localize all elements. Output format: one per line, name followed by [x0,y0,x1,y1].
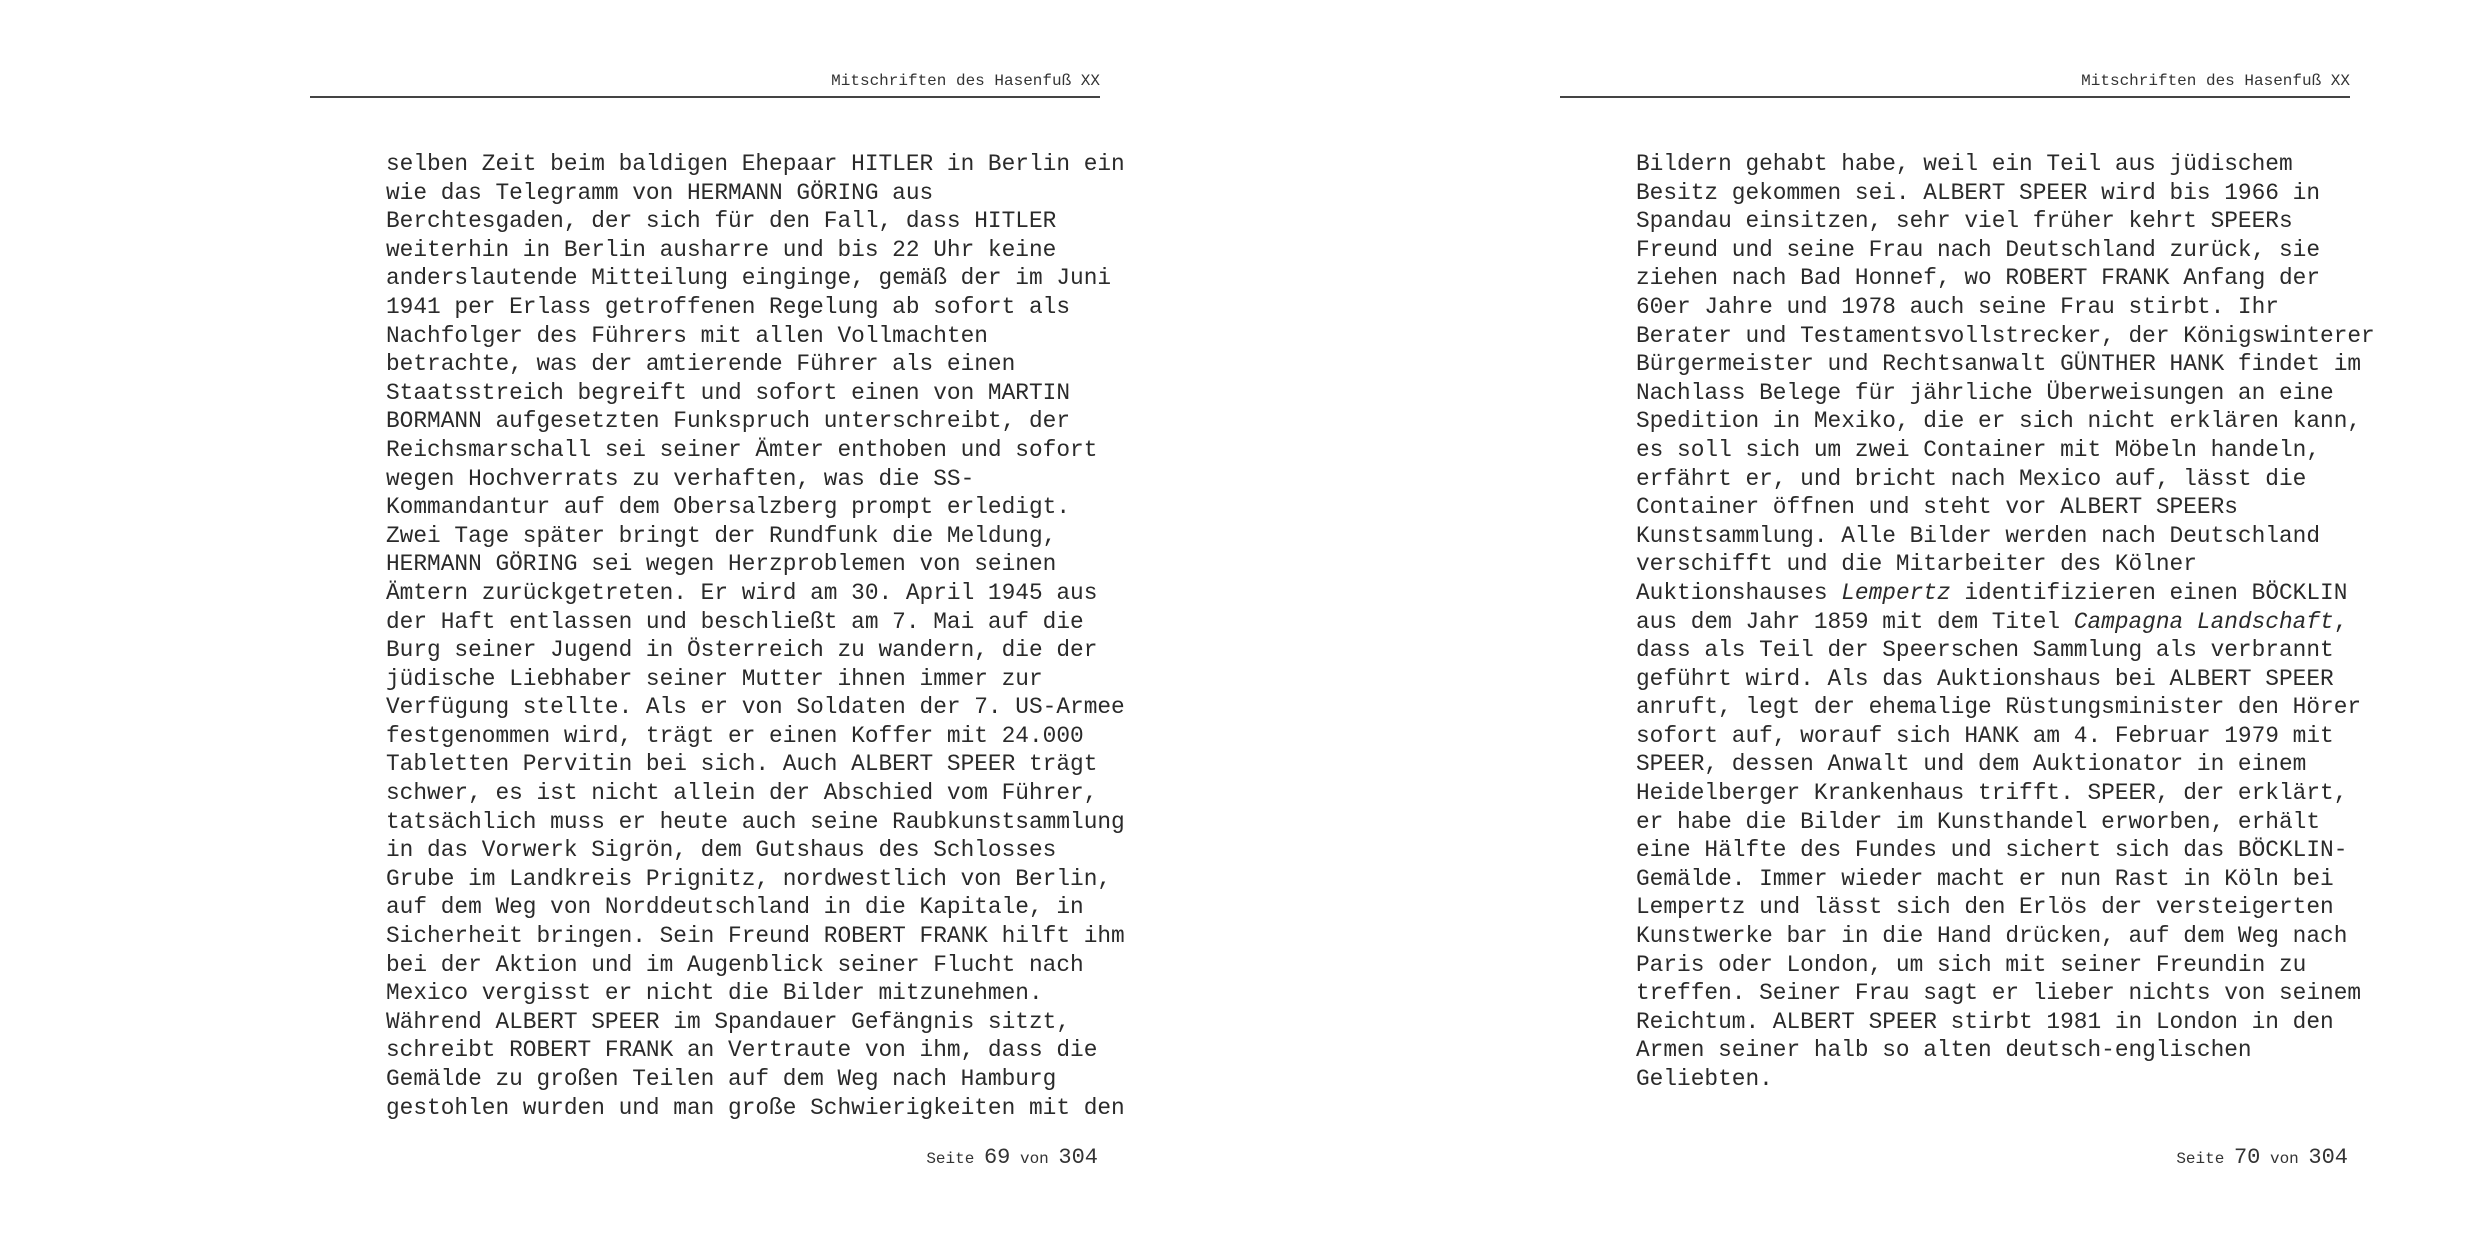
text-line [386,608,1100,637]
text-line [1636,465,2350,494]
text-segment: wegen Hochverrats zu verhaften, was die SS- [386,465,975,492]
running-header: Mitschriften des Hasenfuß XX [831,72,1100,90]
text-line [1636,636,2350,665]
text-line [386,1094,1125,1123]
running-header: Mitschriften des Hasenfuß XX [2081,72,2350,90]
text-line [1636,207,2350,236]
text-line [1636,436,2350,465]
text-line [1636,722,2350,751]
page-of-label: von [1019,1150,1049,1168]
text-segment: 60er Jahre und 1978 auch seine Frau stirbt. Ihr [1636,293,2279,320]
page-number: 69 [983,1145,1011,1170]
text-line [1636,522,2350,551]
text-segment: verschifft und die Mitarbeiter des Kölner [1636,551,2197,578]
text-segment: festgenommen wird, trägt er einen Koffer mit 24.000 [386,722,1084,749]
text-segment: Nachfolger des Führers mit allen Vollmachten [386,322,988,349]
text-line [1636,379,2350,408]
text-segment: Berchtesgaden, der sich für den Fall, dass HITLER [386,208,1057,235]
text-segment: Sicherheit bringen. Sein Freund ROBERT FRANK hilft ihm [386,923,1125,950]
text-segment: Nachlass Belege für jährliche Überweisungen an eine [1636,379,2334,406]
text-segment: Verfügung stellte. Als er von Soldaten der 7. US-Armee [386,694,1125,721]
text-line [1636,322,2375,351]
text-line [1636,579,2350,608]
text-segment: Burg seiner Jugend in Österreich zu wandern, die der [386,637,1098,664]
text-line [386,264,1112,293]
text-line [386,522,1100,551]
text-segment: Armen seiner halb so alten deutsch-englischen [1636,1037,2252,1064]
text-line [386,465,1100,494]
text-line [1636,922,2350,951]
text-segment: Container öffnen und steht vor ALBERT SPEERs [1636,494,2238,521]
text-line [386,236,1100,265]
text-line [386,379,1100,408]
text-segment: Kunstsammlung. Alle Bilder werden nach Deutschland [1636,522,2321,549]
text-line [1636,179,2350,208]
text-line [386,665,1100,694]
text-line [386,808,1125,837]
text-line [1636,350,2362,379]
text-segment: Spandau einsitzen, sehr viel früher kehrt SPEERs [1636,208,2293,235]
text-line [1636,808,2350,837]
text-segment: Ämtern zurückgetreten. Er wird am 30. April 1945 aus [386,579,1098,606]
text-segment: der Haft entlassen und beschließt am 7. Mai auf die [386,608,1084,635]
text-segment: betrachte, was der amtierende Führer als einen [386,351,1016,378]
text-segment: bei der Aktion und im Augenblick seiner Flucht nach [386,951,1084,978]
page-footer [2176,1145,2348,1170]
text-line [386,722,1100,751]
text-line [386,750,1100,779]
text-segment: wie das Telegramm von HERMANN GÖRING aus [386,179,934,206]
text-line [386,207,1100,236]
text-line [386,779,1100,808]
text-line [1636,550,2350,579]
text-line [386,179,1100,208]
text-line [386,1036,1100,1065]
text-segment: Gemälde. Immer wieder macht er nun Rast in Köln bei [1636,865,2334,892]
text-segment: HERMANN GÖRING sei wegen Herzproblemen von seinen [386,551,1057,578]
text-line [386,579,1100,608]
right-page [1560,0,2375,1240]
text-line [386,1065,1100,1094]
italic-title: Lempertz [1841,579,1951,606]
text-segment: geführt wird. Als das Auktionshaus bei ALBERT SPEER [1636,665,2334,692]
left-page [310,0,1125,1240]
text-segment: in das Vorwerk Sigrön, dem Gutshaus des Schlosses [386,837,1057,864]
text-segment: Kommandantur auf dem Obersalzberg prompt erledigt. [386,494,1071,521]
text-segment: er habe die Bilder im Kunsthandel erworben, erhält [1636,808,2321,835]
text-segment: Während ALBERT SPEER im Spandauer Gefängnis sitzt, [386,1008,1071,1035]
text-line [386,865,1112,894]
text-line [1636,293,2350,322]
page-total: 304 [2308,1145,2348,1170]
page-body-text [1636,150,2375,1094]
text-line [1636,979,2362,1008]
text-segment: BORMANN aufgesetzten Funkspruch unterschreibt, der [386,408,1071,435]
page-of-label: von [2269,1150,2299,1168]
page-footer [926,1145,1098,1170]
text-segment: jüdische Liebhaber seiner Mutter ihnen immer zur [386,665,1043,692]
text-segment: SPEER, dessen Anwalt und dem Auktionator in einem [1636,751,2307,778]
text-line [1636,1065,2350,1094]
text-segment: tatsächlich muss er heute auch seine Raubkunstsammlung [386,808,1125,835]
text-segment: erfährt er, und bricht nach Mexico auf, lässt die [1636,465,2307,492]
text-segment: Grube im Landkreis Prignitz, nordwestlich von Berlin, [386,865,1112,892]
text-segment: auf dem Weg von Norddeutschland in die Kapitale, in [386,894,1084,921]
text-segment: , [2333,608,2348,635]
text-segment: Kunstwerke bar in die Hand drücken, auf dem Weg nach [1636,923,2348,950]
text-segment: Lempertz und lässt sich den Erlös der versteigerten [1636,894,2334,921]
text-segment: treffen. Seiner Frau sagt er lieber nichts von seinem [1636,980,2362,1007]
text-segment: schwer, es ist nicht allein der Abschied vom Führer, [386,780,1098,807]
text-line [1636,951,2350,980]
text-line [1636,1036,2350,1065]
text-line [386,836,1100,865]
text-line [386,1008,1100,1037]
text-line [1636,407,2362,436]
text-line [1636,493,2350,522]
text-line [386,922,1125,951]
text-line [386,322,1100,351]
text-segment: Geliebten. [1636,1066,1773,1092]
text-line [1636,236,2350,265]
text-line [386,436,1100,465]
page-number: 70 [2233,1145,2261,1170]
text-line [386,951,1100,980]
text-segment: Reichsmarschall sei seiner Ämter enthoben und sofort [386,436,1098,463]
header-rule [1560,96,2350,98]
text-segment: Mexico vergisst er nicht die Bilder mitzunehmen. [386,980,1043,1007]
page-body-text [386,150,1125,1122]
text-segment: selben Zeit beim baldigen Ehepaar HITLER in Berlin ein [386,151,1125,177]
text-segment: Spedition in Mexiko, die er sich nicht erklären kann, [1636,408,2362,435]
text-segment: Berater und Testamentsvollstrecker, der Königswinterer [1636,322,2375,349]
text-segment: ziehen nach Bad Honnef, wo ROBERT FRANK Anfang der [1636,265,2321,292]
italic-title: Campagna Landschaft [2073,608,2334,635]
text-segment: Besitz gekommen sei. ALBERT SPEER wird bis 1966 in [1636,179,2321,206]
text-segment: anderslautende Mitteilung einginge, gemäß der im Juni [386,265,1112,292]
text-line [386,550,1100,579]
text-segment: Reichtum. ALBERT SPEER stirbt 1981 in London in den [1636,1008,2334,1035]
text-segment: Gemälde zu großen Teilen auf dem Weg nach Hamburg [386,1066,1057,1092]
text-line [386,979,1100,1008]
text-segment: 1941 per Erlass getroffenen Regelung ab sofort als [386,293,1071,320]
text-line [1636,865,2350,894]
page-label: Seite [926,1150,975,1168]
text-line [1636,779,2350,808]
text-segment: gestohlen wurden und man große Schwierigkeiten mit den [386,1094,1125,1121]
text-segment: Zwei Tage später bringt der Rundfunk die Meldung, [386,522,1057,549]
text-segment: weiterhin in Berlin ausharre und bis 22 Uhr keine [386,236,1057,263]
text-line [1636,608,2350,637]
text-line [386,493,1100,522]
text-segment: es soll sich um zwei Container mit Möbeln handeln, [1636,436,2321,463]
text-line [1636,836,2350,865]
text-line [1636,665,2350,694]
text-line [1636,693,2362,722]
text-line [1636,893,2350,922]
text-segment: Tabletten Pervitin bei sich. Auch ALBERT SPEER trägt [386,751,1098,778]
text-segment: Paris oder London, um sich mit seiner Freundin zu [1636,951,2307,978]
text-segment: identifizieren einen BÖCKLIN [1950,579,2348,606]
text-segment: schreibt ROBERT FRANK an Vertraute von ihm, dass die [386,1037,1098,1064]
text-segment: Auktionshauses [1636,579,1842,606]
text-line [386,407,1100,436]
text-segment: Staatsstreich begreift und sofort einen von MARTIN [386,379,1071,406]
text-line [386,893,1100,922]
text-line [386,350,1100,379]
header-rule [310,96,1100,98]
page-label: Seite [2176,1150,2225,1168]
text-segment: aus dem Jahr 1859 mit dem Titel [1636,608,2074,635]
text-line [1636,150,2350,179]
text-segment: dass als Teil der Speerschen Sammlung als verbrannt [1636,637,2334,664]
text-segment: Bildern gehabt habe, weil ein Teil aus jüdischem [1636,151,2293,177]
text-line [1636,1008,2350,1037]
text-segment: Heidelberger Krankenhaus trifft. SPEER, der erklärt, [1636,780,2348,807]
page-total: 304 [1058,1145,1098,1170]
text-segment: Bürgermeister und Rechtsanwalt GÜNTHER HANK findet im [1636,351,2362,378]
text-line [1636,264,2350,293]
text-line [386,693,1125,722]
text-segment: anruft, legt der ehemalige Rüstungsminister den Hörer [1636,694,2362,721]
text-line [386,150,1125,179]
text-segment: Freund und seine Frau nach Deutschland zurück, sie [1636,236,2321,263]
text-segment: sofort auf, worauf sich HANK am 4. Februar 1979 mit [1636,722,2334,749]
text-line [1636,750,2350,779]
text-line [386,636,1100,665]
text-segment: eine Hälfte des Fundes und sichert sich das BÖCKLIN- [1636,837,2348,864]
text-line [386,293,1100,322]
